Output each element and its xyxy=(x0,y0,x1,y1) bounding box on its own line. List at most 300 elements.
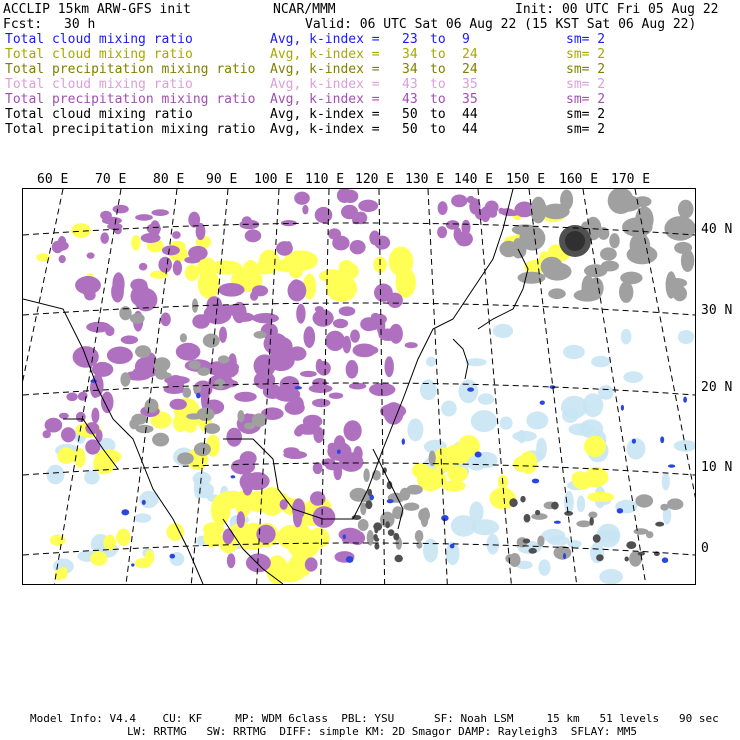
cloud-gray xyxy=(358,519,369,531)
cloud-light-blue xyxy=(568,423,594,435)
cloud-gray xyxy=(120,372,130,386)
cloud-gray xyxy=(177,452,194,464)
cloud-dark-gray xyxy=(551,502,559,510)
cloud-purple xyxy=(87,252,95,258)
cloud-gray xyxy=(416,541,422,548)
cloud-purple xyxy=(451,195,467,208)
cloud-purple xyxy=(467,196,475,203)
cloud-purple xyxy=(102,217,122,225)
coastline xyxy=(478,249,528,329)
cloud-dark-gray xyxy=(393,533,399,540)
cloud-purple xyxy=(240,473,257,491)
cloud-gray xyxy=(189,360,201,369)
cloud-purple xyxy=(111,281,124,302)
cloud-purple xyxy=(264,333,288,355)
forecast-hour: 30 h xyxy=(64,17,96,32)
cloud-dark-gray xyxy=(535,510,540,515)
cloud-gray xyxy=(152,433,169,447)
cloud-gray xyxy=(252,413,267,427)
longitude-label: 90 E xyxy=(206,172,238,187)
longitude-label: 140 E xyxy=(454,172,494,187)
latitude-label: 0 xyxy=(701,541,709,556)
field-smoothing: sm= 2 xyxy=(566,107,606,122)
cloud-gray xyxy=(634,196,652,207)
cloud-light-blue xyxy=(577,495,585,512)
cloud-blue xyxy=(532,479,539,484)
cloud-light-blue xyxy=(627,438,646,460)
cloud-light-blue xyxy=(623,371,643,383)
cloud-light-blue xyxy=(591,356,610,367)
cloud-purple xyxy=(218,283,244,297)
cloud-purple xyxy=(173,260,182,275)
cloud-gray xyxy=(576,520,591,527)
cloud-yellow xyxy=(185,264,199,281)
cloud-yellow xyxy=(590,469,608,486)
cloud-blue xyxy=(540,401,545,405)
cloud-purple xyxy=(303,415,323,428)
longitude-label: 150 E xyxy=(506,172,546,187)
cloud-dark-gray xyxy=(365,500,372,509)
cloud-purple xyxy=(131,286,148,306)
cloud-yellow xyxy=(396,267,416,297)
field-k-to: to xyxy=(430,77,446,92)
cloud-light-blue xyxy=(567,540,581,548)
cloud-blue xyxy=(231,475,236,478)
field-k-start: 34 xyxy=(402,62,418,77)
cloud-blue xyxy=(343,534,346,539)
cloud-light-blue xyxy=(423,539,438,563)
cloud-blue xyxy=(346,556,354,563)
cloud-light-blue xyxy=(598,385,614,399)
cloud-dark-gray xyxy=(388,529,395,536)
latitude-label: 20 N xyxy=(701,380,733,395)
cloud-yellow xyxy=(116,529,130,546)
field-k-start: 43 xyxy=(402,92,418,107)
cloud-light-blue xyxy=(621,329,632,345)
cloud-light-blue xyxy=(541,529,565,542)
cloud-yellow xyxy=(93,452,115,474)
cloud-yellow xyxy=(289,265,303,278)
cloud-yellow xyxy=(442,480,465,491)
latitude-label: 40 N xyxy=(701,222,733,237)
cloud-purple xyxy=(310,491,325,505)
cloud-gray xyxy=(215,379,226,390)
cloud-light-blue xyxy=(465,358,486,366)
field-avg-label: Avg, k-index = xyxy=(270,107,380,122)
cloud-purple xyxy=(105,326,114,336)
cloud-purple xyxy=(317,361,331,376)
cloud-purple xyxy=(461,232,470,243)
cloud-purple xyxy=(161,313,171,327)
cloud-purple xyxy=(304,326,316,348)
field-avg-label: Avg, k-index = xyxy=(270,92,380,107)
cloud-light-blue xyxy=(678,330,694,344)
cloud-purple xyxy=(380,404,406,419)
cloud-purple xyxy=(91,408,99,424)
field-smoothing: sm= 2 xyxy=(566,32,606,47)
cloud-purple xyxy=(139,263,148,271)
cloud-purple xyxy=(234,392,257,402)
cloud-yellow xyxy=(59,567,67,579)
cloud-light-blue xyxy=(518,430,526,443)
cloud-blue xyxy=(632,439,636,444)
cloud-purple xyxy=(285,401,305,415)
latitude-label: 30 N xyxy=(701,303,733,318)
cloud-dark-gray xyxy=(590,517,594,526)
cloud-blue xyxy=(683,397,687,403)
field-name: Total precipitation mixing ratio xyxy=(5,92,256,107)
field-smoothing: sm= 2 xyxy=(566,47,606,62)
cloud-purple xyxy=(350,240,366,254)
field-avg-label: Avg, k-index = xyxy=(270,32,380,47)
cloud-blue xyxy=(402,438,405,444)
cloud-purple xyxy=(346,360,359,379)
latitude-label: 10 N xyxy=(701,460,733,475)
cloud-blue xyxy=(668,464,675,467)
cloud-yellow xyxy=(588,492,615,502)
cloud-dark-gray xyxy=(523,539,530,544)
coastline xyxy=(453,339,468,379)
cloud-gray xyxy=(204,423,220,434)
field-smoothing: sm= 2 xyxy=(566,122,606,137)
longitude-label: 70 E xyxy=(95,172,127,187)
field-name: Total cloud mixing ratio xyxy=(5,77,193,92)
cloud-purple xyxy=(315,207,333,223)
cloud-purple xyxy=(437,226,447,238)
field-k-start: 50 xyxy=(402,122,418,137)
field-avg-label: Avg, k-index = xyxy=(270,77,380,92)
cloud-yellow xyxy=(412,463,430,478)
field-k-end: 35 xyxy=(462,92,478,107)
cloud-light-blue xyxy=(407,418,423,441)
cloud-purple xyxy=(288,280,307,302)
cloud-light-blue xyxy=(420,379,437,400)
cloud-light-blue xyxy=(662,472,670,490)
cloud-gray xyxy=(180,333,187,342)
cloud-blue xyxy=(662,557,668,563)
cloud-light-blue xyxy=(493,324,513,338)
cloud-gray xyxy=(627,245,658,264)
cloud-gray xyxy=(678,200,694,219)
field-k-end: 44 xyxy=(462,107,478,122)
longitude-label: 100 E xyxy=(254,172,294,187)
cloud-blue xyxy=(617,508,623,513)
field-avg-label: Avg, k-index = xyxy=(270,122,380,137)
cloud-purple xyxy=(374,236,390,250)
cloud-gray xyxy=(634,528,649,534)
cloud-dark-gray xyxy=(374,543,379,550)
init-time: Init: 00 UTC Fri 05 Aug 22 xyxy=(515,2,719,17)
cloud-gray xyxy=(203,334,220,348)
cloud-dark-gray xyxy=(655,522,664,527)
cloud-gray xyxy=(635,206,653,233)
cloud-purple xyxy=(367,321,380,331)
cloud-light-blue xyxy=(47,465,65,485)
cloud-dark-gray xyxy=(373,522,382,530)
cloud-purple xyxy=(312,399,330,408)
cloud-gray xyxy=(588,512,597,519)
cloud-purple xyxy=(113,205,129,214)
cloud-gray xyxy=(537,536,544,547)
cloud-dark-gray xyxy=(625,557,629,562)
longitude-label: 170 E xyxy=(611,172,651,187)
cloud-purple xyxy=(100,232,109,243)
cloud-blue xyxy=(563,553,566,559)
cloud-dark-gray xyxy=(395,555,403,563)
cloud-yellow xyxy=(90,552,108,566)
field-k-start: 23 xyxy=(402,32,418,47)
cloud-gray xyxy=(159,372,172,378)
cloud-purple xyxy=(339,528,362,542)
field-k-end: 24 xyxy=(462,47,478,62)
cloud-gray xyxy=(518,272,546,284)
cloud-gray xyxy=(406,485,423,495)
cloud-purple xyxy=(107,347,133,364)
cloud-blue xyxy=(131,563,134,566)
longitude-label: 110 E xyxy=(305,172,345,187)
cloud-gray xyxy=(543,262,572,280)
cloud-purple xyxy=(188,246,208,260)
cloud-gray xyxy=(548,288,566,299)
cloud-purple xyxy=(176,343,201,361)
cloud-yellow xyxy=(173,413,188,432)
cloud-purple xyxy=(227,553,236,568)
cloud-blue xyxy=(450,544,455,549)
cloud-dark-gray xyxy=(520,496,525,503)
cloud-blue xyxy=(196,393,200,399)
field-k-to: to xyxy=(430,32,446,47)
cloud-purple xyxy=(283,447,299,455)
cloud-purple xyxy=(296,304,305,324)
cloud-light-blue xyxy=(134,513,151,522)
cloud-dark-gray xyxy=(385,521,390,528)
longitude-label: 60 E xyxy=(37,172,69,187)
cloud-light-blue xyxy=(471,410,497,432)
cloud-light-blue xyxy=(426,357,436,367)
cloud-light-blue xyxy=(469,501,483,522)
cloud-purple xyxy=(219,327,227,343)
field-k-to: to xyxy=(430,122,446,137)
cloud-blue xyxy=(467,387,474,391)
cloud-dark-gray xyxy=(509,498,517,507)
cloud-gray xyxy=(505,554,515,563)
cloud-purple xyxy=(325,331,345,351)
cloud-light-blue xyxy=(564,491,574,514)
cloud-light-blue xyxy=(563,345,585,359)
cloud-purple xyxy=(162,245,180,255)
field-name: Total precipitation mixing ratio xyxy=(5,122,256,137)
cloud-purple xyxy=(294,192,310,205)
cloud-purple xyxy=(245,229,262,242)
cloud-purple xyxy=(285,241,292,250)
cloud-gray xyxy=(130,313,145,324)
cloud-gray xyxy=(403,503,419,511)
field-avg-label: Avg, k-index = xyxy=(270,47,380,62)
cloud-gray xyxy=(673,286,687,301)
cloud-purple xyxy=(101,392,114,414)
cloud-purple xyxy=(488,209,498,218)
field-k-start: 34 xyxy=(402,47,418,62)
longitude-label: 80 E xyxy=(153,172,185,187)
cloud-purple xyxy=(385,356,394,377)
cloud-blue xyxy=(621,405,624,411)
cloud-gray xyxy=(186,413,202,419)
field-smoothing: sm= 2 xyxy=(566,77,606,92)
cloud-yellow xyxy=(346,264,358,279)
model-title: ACCLIP 15km ARW-GFS init xyxy=(3,2,191,17)
cloud-gray xyxy=(609,233,619,248)
cloud-blue xyxy=(369,495,374,500)
cloud-purple xyxy=(151,209,169,216)
cloud-yellow xyxy=(242,260,260,287)
cloud-purple xyxy=(229,305,242,317)
cloud-light-blue xyxy=(441,401,457,417)
field-name: Total cloud mixing ratio xyxy=(5,107,193,122)
cloud-light-blue xyxy=(500,417,513,430)
cloud-purple xyxy=(135,358,153,377)
longitude-label: 130 E xyxy=(405,172,445,187)
cloud-light-blue xyxy=(536,438,547,460)
cloud-purple xyxy=(212,361,239,378)
cloud-purple xyxy=(438,201,448,215)
cloud-purple xyxy=(59,255,66,263)
field-k-end: 35 xyxy=(462,77,478,92)
longitude-label: 160 E xyxy=(559,172,599,187)
cloud-purple xyxy=(158,257,172,273)
cloud-purple xyxy=(358,200,378,212)
cloud-blue xyxy=(121,509,129,515)
forecast-label: Fcst: xyxy=(3,17,43,32)
cloud-blue xyxy=(142,500,146,505)
field-name: Total precipitation mixing ratio xyxy=(5,62,256,77)
cloud-purple xyxy=(305,557,318,571)
field-smoothing: sm= 2 xyxy=(566,92,606,107)
cloud-yellow xyxy=(103,535,116,551)
cloud-gray xyxy=(667,498,683,510)
cloud-purple xyxy=(61,427,76,442)
field-k-to: to xyxy=(430,92,446,107)
cloud-purple xyxy=(353,344,377,358)
cloud-dark-gray xyxy=(524,514,531,523)
cloud-purple xyxy=(172,231,181,239)
map-panel xyxy=(22,188,696,585)
cloud-purple xyxy=(325,463,344,471)
cloud-blue xyxy=(554,521,561,524)
cloud-gray xyxy=(674,242,692,254)
cloud-yellow xyxy=(211,495,231,526)
cloud-blue xyxy=(337,450,341,454)
cloud-gray xyxy=(664,216,695,241)
cloud-dark-gray xyxy=(593,534,601,543)
cloud-purple xyxy=(252,285,268,296)
cloud-blue xyxy=(295,386,302,389)
cloud-yellow xyxy=(573,477,592,489)
cloud-light-blue xyxy=(599,569,623,584)
cloud-light-blue xyxy=(84,470,100,484)
cloud-purple xyxy=(332,236,349,251)
cloud-purple xyxy=(66,393,77,402)
cloud-gray xyxy=(218,355,230,363)
cloud-purple xyxy=(353,446,362,462)
cloud-gray xyxy=(418,508,430,522)
cloud-gray xyxy=(363,468,369,482)
cloud-purple xyxy=(226,428,242,447)
cloud-gray xyxy=(619,281,633,303)
cloud-gray xyxy=(119,306,131,320)
cloud-purple xyxy=(53,241,69,251)
cloud-gray xyxy=(145,399,159,413)
cloud-light-blue xyxy=(487,534,500,555)
cloud-purple xyxy=(349,383,366,390)
cloud-gray xyxy=(635,494,653,507)
cloud-purple xyxy=(344,420,362,441)
cloud-gray xyxy=(154,357,171,371)
cloud-purple xyxy=(405,342,418,348)
cloud-gray xyxy=(237,410,244,422)
cloud-blue xyxy=(387,499,394,503)
cloud-gray xyxy=(135,345,151,358)
cloud-yellow xyxy=(167,523,184,541)
cloud-purple xyxy=(302,205,308,215)
field-name: Total cloud mixing ratio xyxy=(5,32,193,47)
cloud-dark-gray xyxy=(596,554,604,561)
cloud-yellow xyxy=(277,525,307,550)
cloud-gray xyxy=(415,530,424,542)
cloud-purple xyxy=(288,346,306,360)
cloud-yellow xyxy=(259,250,280,274)
field-k-to: to xyxy=(430,62,446,77)
cloud-gray xyxy=(136,425,154,434)
cloud-purple xyxy=(59,413,69,419)
cloud-purple xyxy=(141,233,161,243)
cloud-purple xyxy=(188,212,200,228)
cloud-yellow xyxy=(447,466,468,482)
cloud-gray xyxy=(194,442,211,456)
cloud-dark-gray xyxy=(373,534,377,540)
field-k-to: to xyxy=(430,47,446,62)
cloud-gray xyxy=(198,367,210,376)
cloud-purple xyxy=(135,214,153,221)
storm-vortex-core xyxy=(565,231,585,251)
cloud-yellow xyxy=(145,550,155,565)
map-canvas xyxy=(23,189,695,584)
valid-time: Valid: 06 UTC Sat 06 Aug 22 (15 KST Sat 06 Aug 22) xyxy=(305,17,697,32)
cloud-purple xyxy=(329,393,343,399)
field-name: Total cloud mixing ratio xyxy=(5,47,193,62)
cloud-dark-gray xyxy=(564,511,573,516)
cloud-purple xyxy=(252,313,279,323)
cloud-blue xyxy=(441,515,448,521)
cloud-purple xyxy=(333,319,348,328)
cloud-light-blue xyxy=(539,559,551,575)
cloud-purple xyxy=(300,371,317,377)
cloud-purple xyxy=(387,293,403,308)
cloud-blue xyxy=(170,554,176,559)
cloud-yellow xyxy=(203,527,221,547)
cloud-purple xyxy=(389,324,403,344)
cloud-purple xyxy=(313,462,323,474)
cloud-dark-gray xyxy=(626,541,636,549)
cloud-gray xyxy=(600,247,617,260)
field-k-to: to xyxy=(430,107,446,122)
cloud-purple xyxy=(237,511,245,528)
field-k-end: 9 xyxy=(462,32,470,47)
cloud-purple xyxy=(121,335,138,344)
cloud-purple xyxy=(350,330,360,343)
cloud-yellow xyxy=(584,436,606,457)
model-info-line2: LW: RRTMG SW: RRTMG DIFF: simple KM: 2D Smagor DAMP: Rayleigh3 SFLAY: MM5 xyxy=(127,725,637,738)
cloud-yellow xyxy=(57,448,75,464)
